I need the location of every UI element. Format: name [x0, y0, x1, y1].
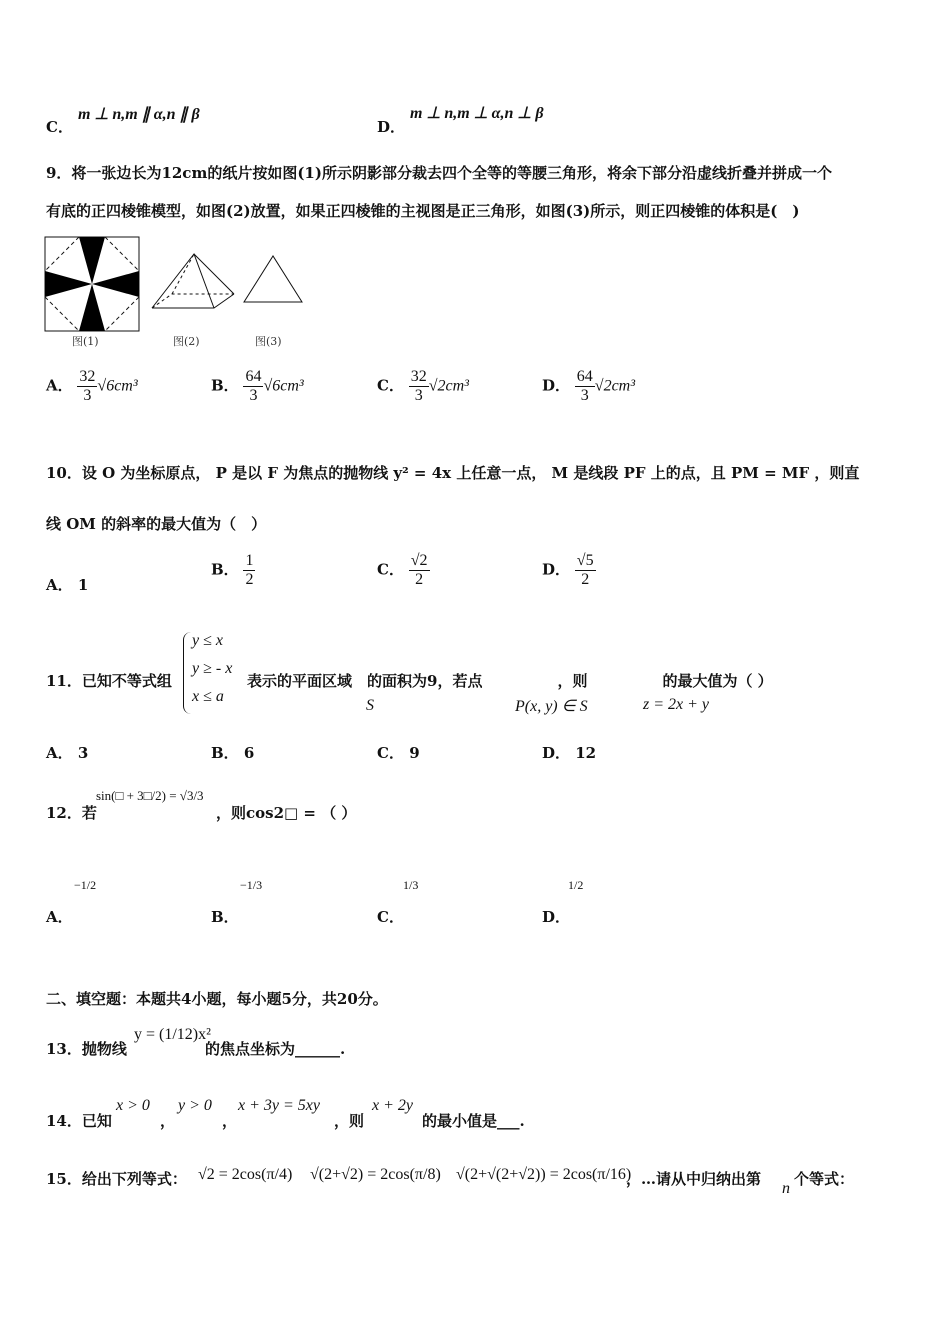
q9-option-c[interactable]: [377, 368, 469, 405]
q12-condition: sin(□ + 3□/2) = √3/3: [96, 788, 204, 803]
q12-option-c-label[interactable]: C．: [377, 908, 404, 926]
q15-suffix2: 个等式：: [794, 1170, 855, 1188]
section-heading-fill-in: 二、填空题：本题共4小题，每小题5分，共20分。: [46, 990, 388, 1008]
q12-option-d-value: 1/2: [568, 878, 584, 892]
option-value: √6cm³: [97, 377, 138, 395]
fraction: $\frac{32}{3}$: [410, 368, 427, 404]
q9-option-a[interactable]: [46, 368, 138, 405]
figure-2-pyramid: [152, 254, 234, 308]
q15-eq1: √2 = 2cos(π/4): [198, 1166, 293, 1183]
q10-option-d[interactable]: D． $\frac{√5}{2}$: [542, 552, 594, 588]
q12-question: ，则cos2□ = （ ）: [216, 804, 357, 822]
fraction: $\frac{64}{3}$: [576, 368, 593, 404]
q11-option-b[interactable]: B． 6: [211, 744, 255, 762]
q11-option-c[interactable]: C． 9: [377, 744, 420, 762]
fraction: $\frac{64}{3}$: [245, 368, 262, 404]
q8-option-d-expr: m ⊥ n,m ⊥ α,n ⊥ β: [410, 105, 544, 122]
q14-suffix: 的最小值是___.: [422, 1112, 525, 1130]
q11-text: 表示的平面区域 的面积为9，若点 ，则 的最大值为（ ）: [247, 672, 773, 690]
q9-option-d[interactable]: [542, 368, 635, 405]
fraction: $\frac{32}{3}$: [79, 368, 96, 404]
option-value: √2cm³: [594, 377, 636, 395]
q12-option-c-value: 1/3: [403, 878, 419, 892]
q14-then: ，则: [334, 1112, 365, 1130]
q9-line1: 9．将一张边长为12cm的纸片按如图(1)所示阴影部分裁去四个全等的等腰三角形，将余下部分沿虚线折叠并拼成一个: [46, 164, 832, 182]
q8-option-c-expr: m ⊥ n,m ∥ α,n ∥ β: [78, 106, 200, 123]
figure-3-triangle: [244, 256, 302, 302]
q11-option-a[interactable]: A． 3: [46, 744, 89, 762]
q9-figures: [44, 236, 304, 334]
q14-cond-x: x > 0: [116, 1097, 150, 1114]
fig3-caption: 图(3): [255, 335, 282, 348]
option-label: C．: [377, 376, 404, 395]
q12-option-b-label[interactable]: B．: [211, 908, 239, 926]
q12-option-a-label[interactable]: A．: [46, 908, 73, 926]
q11-point-condition: P(x, y) ∈ S: [515, 698, 588, 715]
fig1-caption: 图(1): [72, 335, 99, 348]
q14-cond-y: y > 0: [178, 1097, 212, 1114]
q11-inequality-system: y ≤ x y ≥ - x x ≤ a: [183, 632, 232, 714]
q12-option-a-value: −1/2: [74, 878, 97, 892]
q15-n: n: [782, 1180, 790, 1197]
q10-line1: 10．设 O 为坐标原点， P 是以 F 为焦点的抛物线 y² = 4x 上任意一点， M 是线段 PF 上的点，且 PM = MF ，则直: [46, 464, 860, 482]
q15-eq3: √(2+√(2+√2)) = 2cos(π/16): [456, 1166, 632, 1183]
q13-expr: y = (1/12)x²: [134, 1026, 211, 1043]
option-label: D．: [542, 376, 571, 395]
q10-option-c[interactable]: C． $\frac{√2}{2}$: [377, 552, 428, 588]
option-value: √2cm³: [428, 377, 469, 395]
fig2-caption: 图(2): [173, 335, 200, 348]
q14-comma: ，: [222, 1112, 238, 1130]
q8-option-d-label: D．: [377, 118, 406, 136]
q13-suffix: 的焦点坐标为______.: [205, 1040, 346, 1058]
option-label: A．: [46, 376, 73, 395]
q15-suffix: ，…请从中归纳出第: [626, 1170, 762, 1188]
q10-line2: 线 OM 的斜率的最大值为（ ）: [46, 515, 267, 533]
figure-1-square: [45, 237, 139, 331]
q12-option-d-label[interactable]: D．: [542, 908, 571, 926]
q13-prefix: 13．抛物线: [46, 1040, 127, 1058]
q10-option-b[interactable]: B． $\frac{1}{2}$: [211, 552, 254, 588]
q8-option-c-label: C．: [46, 118, 73, 136]
q14-comma: ，: [160, 1112, 176, 1130]
q12-option-b-value: −1/3: [240, 878, 263, 892]
q15-prefix: 15．给出下列等式：: [46, 1170, 187, 1188]
q14-equation: x + 3y = 5xy: [238, 1097, 320, 1114]
q11-objective: z = 2x + y: [643, 696, 710, 713]
q11-option-d[interactable]: D． 12: [542, 744, 597, 762]
q9-line2: 有底的正四棱锥模型，如图(2)放置，如果正四棱锥的主视图是正三角形，如图(3)所示，则正四棱锥的体积是( ): [46, 202, 800, 220]
q12-prefix: 12．若: [46, 804, 97, 822]
q14-target: x + 2y: [372, 1097, 413, 1114]
q9-option-b[interactable]: [211, 368, 304, 405]
q10-option-a[interactable]: A． 1: [46, 576, 89, 594]
q15-eq2: √(2+√2) = 2cos(π/8): [310, 1166, 441, 1183]
q11-region-s: S: [366, 697, 374, 714]
option-value: √6cm³: [263, 377, 304, 395]
option-label: B．: [211, 376, 239, 395]
q14-prefix: 14．已知: [46, 1112, 112, 1130]
q11-prefix: 11．已知不等式组: [46, 672, 172, 690]
